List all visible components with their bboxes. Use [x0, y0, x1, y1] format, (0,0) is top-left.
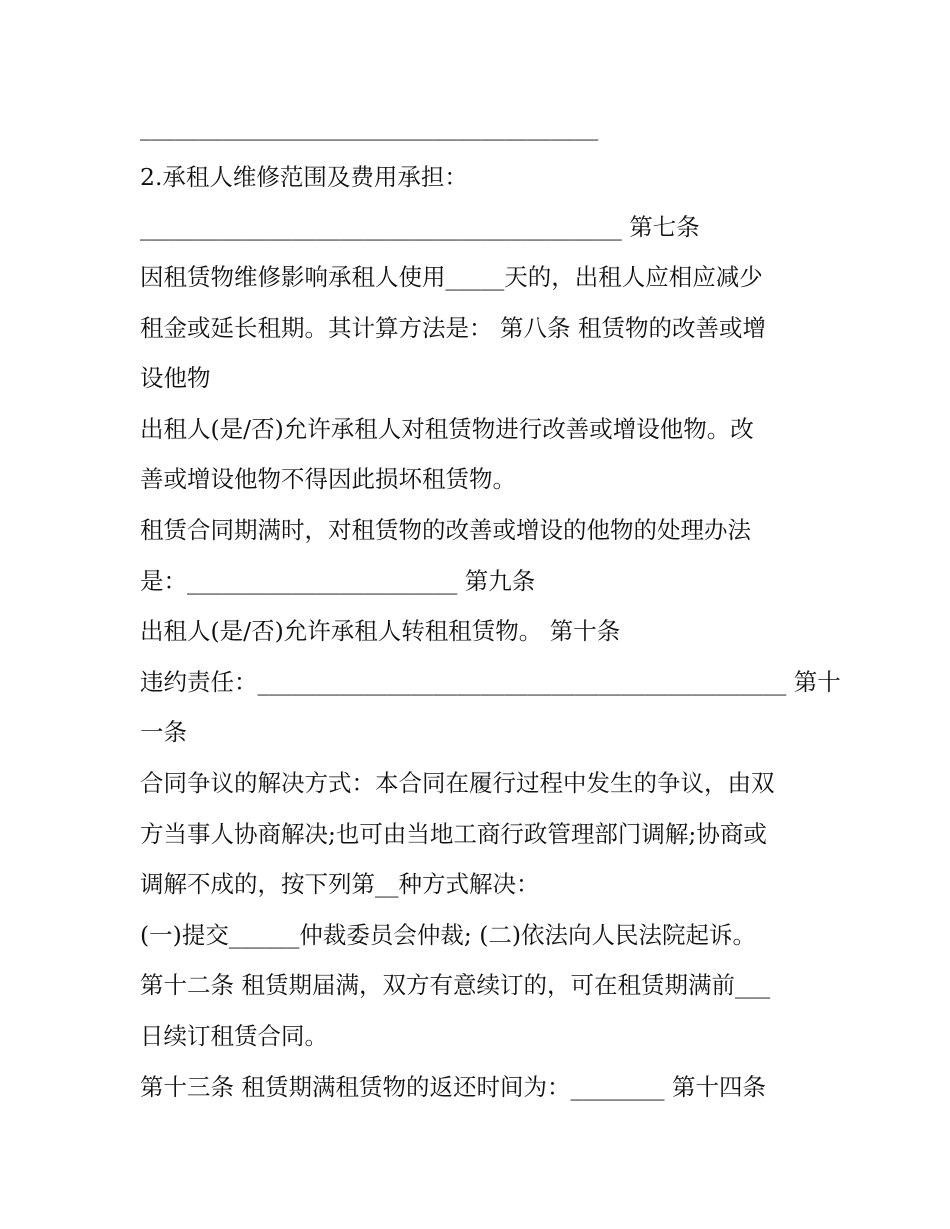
clause-11-options: (一)提交______仲裁委员会仲裁; (二)依法向人民法院起诉。	[140, 921, 757, 949]
clause-11-heading-cont: 一条	[140, 718, 187, 746]
clause-10-text: 违约责任：_____________________________________________ 第十	[140, 668, 841, 696]
clause-12-text-1: 第十二条 租赁期届满，双方有意续订的，可在租赁期满前___	[140, 971, 771, 999]
clause-8-text-1: 出租人(是/否)允许承租人对租赁物进行改善或增设他物。改	[140, 415, 754, 443]
clause-7-heading-line: _________________________________________ 第七条	[140, 213, 700, 241]
clause-11-text-2: 方当事人协商解决;也可由当地工商行政管理部门调解;协商或	[140, 820, 767, 848]
clause-9-heading-line: 是：_______________________ 第九条	[140, 567, 536, 595]
clause-8-text-2: 善或增设他物不得因此损坏租赁物。	[140, 465, 516, 493]
blank-line-top: _______________________________________	[140, 113, 599, 141]
clause-8-text-3: 租赁合同期满时，对租赁物的改善或增设的他物的处理办法	[140, 516, 751, 544]
clause-7-text-1: 因租赁物维修影响承租人使用_____天的，出租人应相应减少	[140, 263, 763, 291]
clause-11-text-3: 调解不成的，按下列第__种方式解决：	[140, 870, 540, 898]
clause-13-text: 第十三条 租赁期满租赁物的返还时间为：________ 第十四条	[140, 1073, 766, 1101]
clause-12-text-2: 日续订租赁合同。	[140, 1022, 328, 1050]
clause-8-heading-cont: 设他物	[140, 364, 211, 392]
clause-9-text: 出租人(是/否)允许承租人转租租赁物。 第十条	[140, 617, 621, 645]
clause-11-text-1: 合同争议的解决方式：本合同在履行过程中发生的争议，由双	[140, 769, 775, 797]
clause-7-text-2: 租金或延长租期。其计算方法是： 第八条 租赁物的改善或增	[140, 314, 766, 342]
clause-maintenance-title: 2.承租人维修范围及费用承担：	[140, 163, 468, 191]
